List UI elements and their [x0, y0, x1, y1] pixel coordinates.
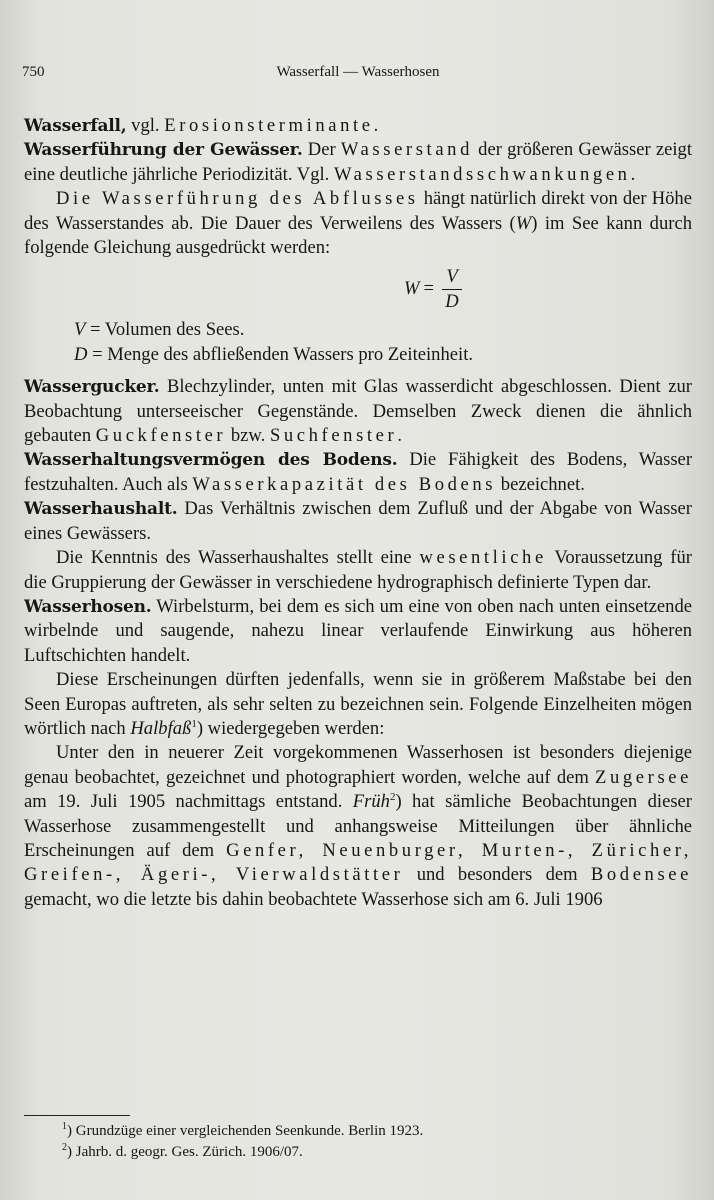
running-title: Wasserfall — Wasserhosen	[276, 64, 440, 80]
entry-wasserfuehrung: Wasserführung der Gewässer. Der Wasserstand der größeren Gewässer zeigt eine deutliche jährliche Periodizität. Vgl. Wasserstandsschwankungen.	[24, 139, 693, 185]
spaced-reference: Erosionsterminante	[164, 115, 374, 136]
entry-wasserhaltungsvermoegen: Wasserhaltungsvermögen des Bodens. Die Fähigkeit des Bodens, Wasser festzuhalten. Auch als Wasserkapazität des Bodens bezeichnet.	[24, 449, 693, 495]
footnotes	[62, 1121, 423, 1163]
footnote: $^1$) Grundzüge einer vergleichenden Seenkunde. Berlin 1923.	[62, 1121, 424, 1139]
footnote-ref: 2	[389, 791, 396, 804]
fraction-bar	[442, 289, 462, 290]
formula-lhs: W	[404, 278, 420, 300]
paragraph: Diese Erscheinungen dürften jedenfalls, wenn sie in größerem Maßstabe bei den Seen Europas auftreten, als sehr selten zu bezeichnen sein. Folgende Einzelheiten mögen wörtlich nach Halbfaß$^1$) wiedergegeben werden:	[24, 669, 692, 739]
entry-headword: Wassergucker.	[24, 377, 160, 398]
entry-wasserfall: Wasserfall, vgl. Erosionsterminante.	[24, 115, 379, 136]
entry-headword: Wasserführung der Gewässer.	[24, 140, 303, 161]
entry-headword: Wasserfall,	[24, 116, 127, 136]
footnote-ref: 1	[191, 717, 197, 730]
paragraph: Die Wasserführung des Abflusses hängt natürlich direkt von der Höhe des Wasserstandes ab. Die Dauer des Verweilens des Wassers (W) im See kann durch folgende Gleichung ausgedrückt werden:	[24, 188, 692, 259]
entry-wasserhosen: Wasserhosen. Wirbelsturm, bei dem es sich um eine von oben nach unten einsetzende wirbelnde und saugende, nahezu linear verlaufende Einwirkung aus höheren Luftschichten handelt.	[24, 595, 692, 666]
paragraph: Die Kenntnis des Wasserhaushaltes stellt eine wesentliche Voraussetzung für die Gruppierung der Gewässer in verschiedene hydrographisch definierte Typen dar.	[24, 547, 692, 593]
fraction-denominator: D	[445, 290, 459, 312]
entry-headword: Wasserhaltungsvermögen des Bodens.	[24, 450, 398, 471]
fraction-numerator: V	[446, 265, 458, 287]
definition-d: D = Menge des abfließenden Wassers pro Zeiteinheit.	[74, 343, 474, 365]
entry-wassergucker: Wassergucker. Blechzylinder, unten mit Glas wasserdicht abgeschlossen. Dient zur Beobachtung unterseeischer Gegenstände. Demselben Zweck dienen die ähnlich gebauten Guckfenster bzw. Suchfenster.	[24, 376, 692, 447]
footnote-divider	[24, 1115, 130, 1116]
formula-fraction	[442, 267, 462, 312]
formula-equals: =	[423, 278, 434, 300]
page-header	[22, 64, 694, 88]
body-text	[24, 114, 692, 912]
footnote: $^2$) Jahrb. d. geogr. Ges. Zürich. 1906/07.	[62, 1142, 303, 1160]
entry-headword: Wasserhosen.	[24, 596, 152, 617]
entry-wasserhaushalt: Wasserhaushalt. Das Verhältnis zwischen dem Zufluß und der Abgabe von Wasser eines Gewässers.	[24, 498, 692, 544]
page-number: 750	[22, 64, 45, 80]
entry-headword: Wasserhaushalt.	[24, 499, 178, 520]
paragraph: Unter den in neuerer Zeit vorgekommenen Wasserhosen ist besonders diejenige genau beobachtet, gezeichnet und photographiert worden, welche auf dem Zugersee am 19. Juli 1905 nachmittags entstand. Früh$^2$) hat sämliche Beobachtungen dieser Wasserhose zusammengestellt und anhangsweise Mitteilungen über ähnliche Erscheinungen auf dem Genfer, Neuenburger, Murten-, Züricher, Greifen-, Ägeri-, Vierwaldstätter und besonders dem Bodensee gemacht, wo die letzte bis dahin beobachtete Wasserhose sich am 6. Juli 1906	[24, 742, 693, 910]
formula	[174, 260, 692, 318]
definition-v: V = Volumen des Sees.	[74, 319, 245, 341]
